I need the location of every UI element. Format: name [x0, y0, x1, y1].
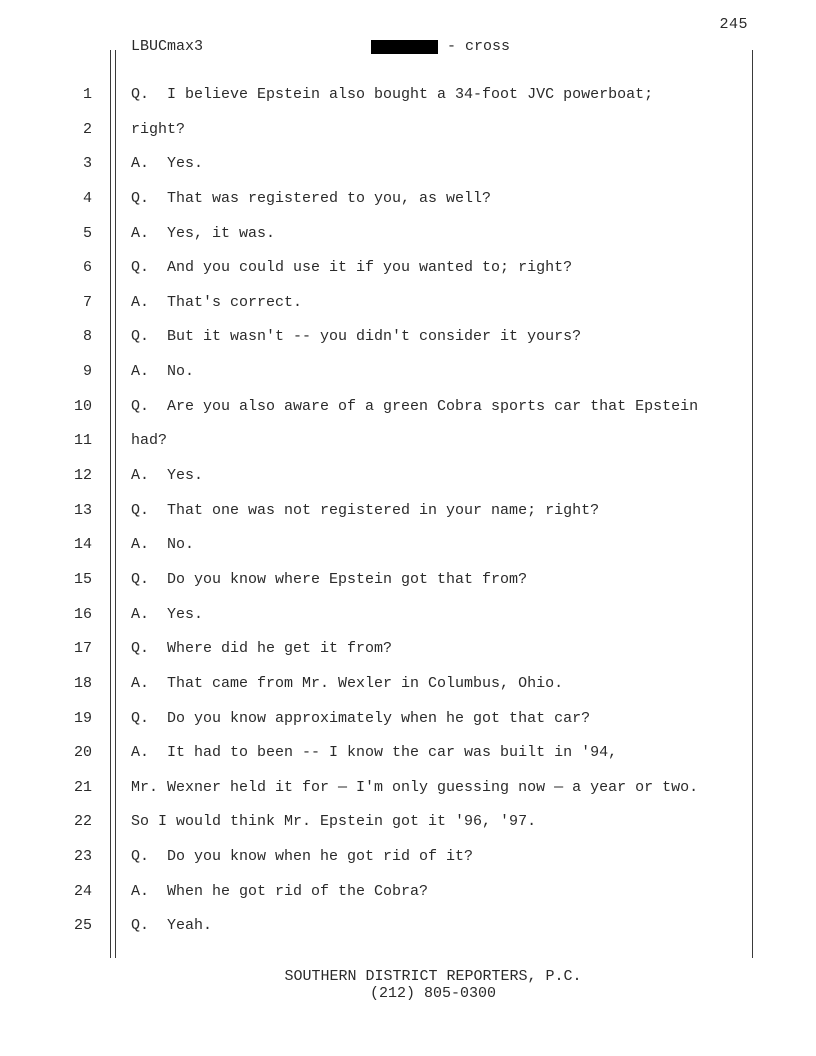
footer-phone: (212) 805-0300	[369, 985, 497, 1002]
transcript-line	[0, 147, 816, 182]
section-label: - cross	[447, 38, 511, 55]
transcript-line	[0, 528, 816, 563]
line-text: Q. Where did he get it from?	[131, 640, 393, 658]
transcript-line	[0, 424, 816, 459]
transcript-line	[0, 390, 816, 425]
line-text: Q. That one was not registered in your name; right?	[131, 501, 600, 519]
line-text: A. No.	[131, 536, 195, 554]
line-text: A. Yes.	[131, 467, 204, 485]
transcript-line	[0, 632, 816, 667]
transcript-line	[0, 251, 816, 286]
line-number: 25	[73, 917, 92, 935]
transcript-line	[0, 598, 816, 633]
redaction-bar	[371, 40, 438, 54]
line-number: 11	[73, 432, 92, 450]
line-number: 10	[73, 397, 92, 415]
line-number: 22	[73, 813, 92, 831]
line-number: 23	[73, 848, 92, 866]
line-number: 15	[73, 570, 92, 588]
line-number: 13	[73, 501, 92, 519]
transcript-line	[0, 771, 816, 806]
line-text: Q. Do you know approximately when he got that car?	[131, 709, 591, 727]
transcript-line	[0, 667, 816, 702]
line-text: A. Yes.	[131, 155, 204, 173]
line-number: 20	[73, 744, 92, 762]
transcript-line	[0, 563, 816, 598]
transcript-line	[0, 182, 816, 217]
file-id: LBUCmax3	[131, 38, 204, 55]
transcript-line	[0, 355, 816, 390]
footer	[0, 968, 816, 1002]
transcript-line	[0, 805, 816, 840]
line-number: 3	[82, 155, 92, 173]
transcript-line	[0, 875, 816, 910]
line-text: Q. But it wasn't -- you didn't consider it yours?	[131, 328, 582, 346]
line-text: Q. And you could use it if you wanted to; right?	[131, 259, 573, 277]
line-number: 1	[82, 86, 92, 103]
transcript-line	[0, 78, 816, 113]
transcript-header	[131, 38, 731, 58]
line-text: A. Yes.	[131, 605, 204, 623]
line-text: right?	[131, 120, 186, 138]
transcript-line	[0, 459, 816, 494]
line-number: 8	[82, 328, 92, 346]
footer-reporter-name: SOUTHERN DISTRICT REPORTERS, P.C.	[284, 968, 582, 985]
transcript-line	[0, 217, 816, 252]
line-number: 14	[73, 536, 92, 554]
transcript-line	[0, 909, 816, 944]
line-text: Q. I believe Epstein also bought a 34-foot JVC powerboat;	[131, 86, 654, 103]
line-text: A. That's correct.	[131, 293, 303, 311]
line-number: 21	[73, 778, 92, 796]
line-text: A. That came from Mr. Wexler in Columbus, Ohio.	[131, 674, 564, 692]
line-number: 2	[82, 120, 92, 138]
line-number: 19	[73, 709, 92, 727]
line-number: 16	[73, 605, 92, 623]
line-text: Q. Yeah.	[131, 917, 213, 935]
transcript-line	[0, 702, 816, 737]
line-number: 17	[73, 640, 92, 658]
line-number: 7	[82, 293, 92, 311]
line-text: A. No.	[131, 363, 195, 381]
line-number: 9	[82, 363, 92, 381]
line-text: A. Yes, it was.	[131, 224, 276, 242]
line-text: Q. That was registered to you, as well?	[131, 189, 492, 207]
line-text: So I would think Mr. Epstein got it '96, '97.	[131, 813, 537, 831]
transcript-line	[0, 840, 816, 875]
line-number: 6	[82, 259, 92, 277]
line-number: 5	[82, 224, 92, 242]
transcript-line	[0, 113, 816, 148]
transcript-line	[0, 286, 816, 321]
line-text: Q. Do you know when he got rid of it?	[131, 848, 474, 866]
page-number: 245	[719, 16, 748, 33]
transcript-line	[0, 736, 816, 771]
line-number: 4	[82, 189, 92, 207]
transcript-lines	[0, 78, 816, 944]
line-text: Q. Are you also aware of a green Cobra sports car that Epstein	[131, 397, 699, 415]
transcript-line	[0, 320, 816, 355]
line-text: A. It had to been -- I know the car was built in '94,	[131, 744, 618, 762]
line-number: 24	[73, 882, 92, 900]
line-number: 18	[73, 674, 92, 692]
line-text: had?	[131, 432, 168, 450]
line-text: A. When he got rid of the Cobra?	[131, 882, 429, 900]
line-text: Q. Do you know where Epstein got that from?	[131, 570, 528, 588]
line-number: 12	[73, 467, 92, 485]
transcript-line	[0, 494, 816, 529]
line-text: Mr. Wexner held it for — I'm only guessing now — a year or two.	[131, 778, 699, 796]
